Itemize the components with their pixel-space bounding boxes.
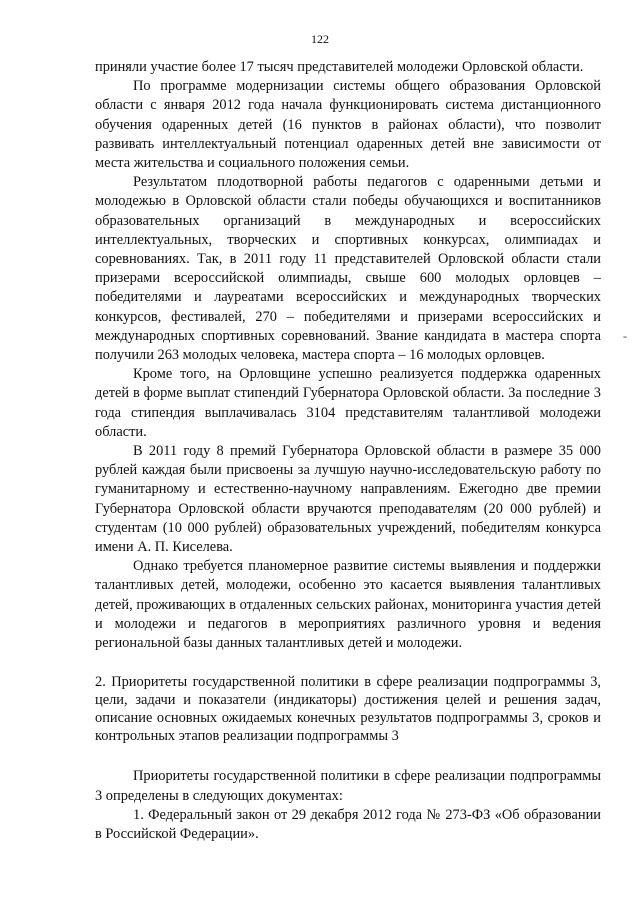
- paragraph-scholarships: Кроме того, на Орловщине успешно реализуется поддержка одаренных детей в форме выплат стипендий Губернатора Орловской области. За последние 3 года стипендия выплачивалась 3104 представителям талантливой молодежи области.: [95, 366, 601, 440]
- section-heading: 2. Приоритеты государственной политики в сфере реализации подпрограммы 3, цели, задачи и показатели (индикаторы) достижения целей и решения задач, описание основных ожидаемых конечных результатов подпрограммы 3, сроков и контрольных этапов реализации подпрограммы 3: [95, 674, 601, 745]
- paragraph-federal-law: 1. Федеральный закон от 29 декабря 2012 года № 273-ФЗ «Об образовании в Российской Федерации».: [95, 806, 601, 842]
- paragraph-priorities-intro: Приоритеты государственной политики в сфере реализации подпрограммы 3 определены в следующих документах:: [95, 768, 601, 804]
- spacer: [95, 745, 601, 767]
- paragraph-governor-prizes: В 2011 году 8 премий Губернатора Орловской области в размере 35 000 рублей каждая были присвоены за лучшую научно-исследовательскую работу по гуманитарному и естественно-научному направлениям. Ежегодно две премии Губернатора Орловской области вручаются преподавателям (20 000 рублей) и студентам (10 000 рублей) образовательных учреждений, победителям конкурса имени А. П. Киселева.: [95, 443, 601, 556]
- paragraph-needs: Однако требуется планомерное развитие системы выявления и поддержки талантливых детей, молодежи, особенно это касается выявления талантливых детей, проживающих в отдаленных сельских районах, мониторинга участия детей и молодежи и педагогов в мероприятиях различного уровня и ведения региональной базы данных талантливых детей и молодежи.: [95, 558, 601, 652]
- paragraph-achievements: Результатом плодотворной работы педагогов с одаренными детьми и молодежью в Орловской области стали победы обучающихся и воспитанников образовательных организаций в международных и всероссийских интеллектуальных, творческих и спортивных конкурсах, олимпиадах и соревнованиях. Так, в 2011 году 11 представителей Орловской области стали призерами всероссийской олимпиады, свыше 600 молодых орловцев – победителями и лауреатами всероссийских и международных творческих конкурсов, фестивалей, 270 – победителями и призерами всероссийских и международных спортивных соревнований. Звание кандидата в мастера спорта получили 263 молодых человека, мастера спорта – 16 молодых орловцев.: [95, 174, 601, 364]
- document-body: [95, 58, 601, 844]
- paragraph-distance-learning: По программе модернизации системы общего образования Орловской области с января 2012 года начала функционировать система дистанционного обучения одаренных детей (16 пунктов в районах области), что позволит развивать интеллектуальный потенциал одаренных детей вне зависимости от места жительства и социального положения семьи.: [95, 78, 601, 172]
- page-number: 122: [311, 32, 329, 46]
- paragraph-continuation: приняли участие более 17 тысяч представителей молодежи Орловской области.: [95, 59, 584, 75]
- margin-mark: -: [623, 329, 627, 343]
- spacer: [95, 653, 601, 673]
